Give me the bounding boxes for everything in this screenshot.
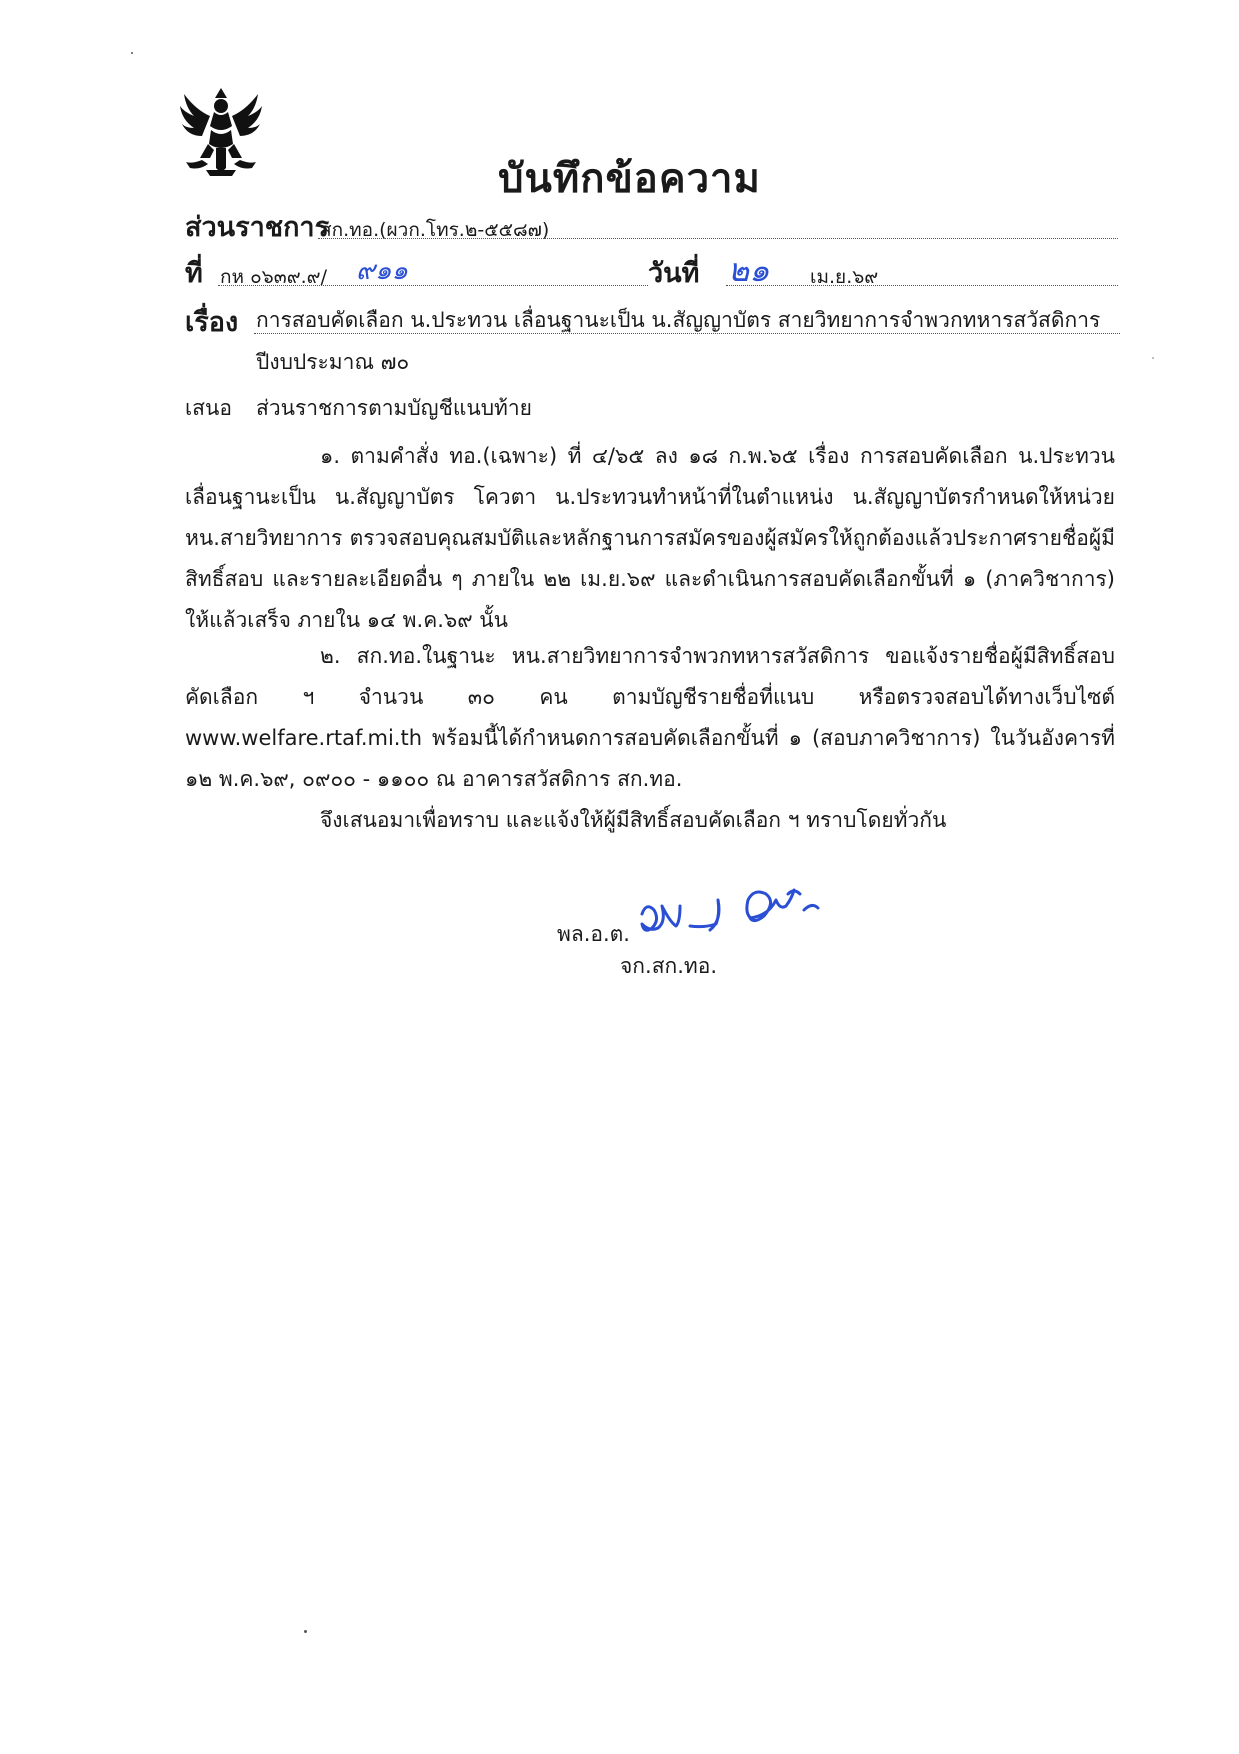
ref-handwritten-number: ๙๑๑ [356, 256, 409, 286]
body-paragraph-2 [185, 636, 1115, 800]
scan-speck [1152, 357, 1154, 359]
signer-position: จก.สก.ทอ. [620, 954, 718, 978]
ref-value: กห ๐๖๓๙.๙/ [220, 266, 327, 288]
subject-line-1: การสอบคัดเลือก น.ประทวน เลื่อนฐานะเป็น น.สัญญาบัตร สายวิทยาการจำพวกทหารสวัสดิการ [256, 308, 1101, 332]
closing-sentence: จึงเสนอมาเพื่อทราบ และแจ้งให้ผู้มีสิทธิ์สอบคัดเลือก ฯ ทราบโดยทั่วกัน [320, 808, 947, 832]
paragraph-2-text: ๒. สก.ทอ.ในฐานะ หน.สายวิทยาการจำพวกทหารสวัสดิการ ขอแจ้งรายชื่อผู้มีสิทธิ์สอบ คัดเลือก ฯ จำนวน ๓๐ คน ตามบัญชีรายชื่อที่แนบ หรือตรวจสอบได้ทางเว็บไซต์ www.welfare.rtaf.mi.th พร้อมนี้ได้กำหนดการสอบคัดเลือกขั้นที่ ๑ (สอบภาควิชาการ) ในวันอังคารที่ ๑๒ พ.ค.๖๙, ๐๙๐๐ - ๑๑๐๐ ณ อาคารสวัสดิการ สก.ทอ. [185, 644, 1115, 791]
agency-label: ส่วนราชการ [185, 212, 330, 243]
memo-title: บันทึกข้อความ [498, 156, 761, 202]
ref-dotted-line [218, 285, 648, 286]
date-label: วันที่ [648, 258, 700, 289]
scan-speck [131, 52, 133, 54]
body-paragraph-1 [185, 436, 1115, 641]
ref-label: ที่ [185, 258, 203, 289]
subject-label: เรื่อง [185, 307, 239, 338]
to-value: ส่วนราชการตามบัญชีแนบท้าย [256, 396, 532, 420]
to-label: เสนอ [185, 396, 232, 420]
date-handwritten-day: ๒๑ [728, 251, 770, 289]
scan-speck [304, 1630, 307, 1633]
handwritten-signature [636, 886, 836, 948]
signer-rank: พล.อ.ต. [557, 922, 630, 946]
subject-line-2: ปีงบประมาณ ๗๐ [256, 350, 410, 374]
agency-value: สก.ทอ.(ผวก.โทร.๒-๕๕๘๗) [320, 219, 550, 241]
date-dotted-line [726, 285, 1118, 286]
date-month-year: เม.ย.๖๙ [810, 266, 879, 288]
paragraph-1-text: ๑. ตามคำสั่ง ทอ.(เฉพาะ) ที่ ๔/๖๕ ลง ๑๘ ก.พ.๖๕ เรื่อง การสอบคัดเลือก น.ประทวน เลื่อนฐานะเป็น น.สัญญาบัตร โควตา น.ประทวนทำหน้าที่ในตำแหน่ง น.สัญญาบัตรกำหนดให้หน่วย หน.สายวิทยาการ ตรวจสอบคุณสมบัติและหลักฐานการสมัครของผู้สมัครให้ถูกต้องแล้วประกาศรายชื่อผู้มีสิทธิ์สอบ และรายละเอียดอื่น ๆ ภายใน ๒๒ เม.ย.๖๙ และดำเนินการสอบคัดเลือกขั้นที่ ๑ (ภาควิชาการ) ให้แล้วเสร็จ ภายใน ๑๔ พ.ค.๖๙ นั้น [185, 444, 1115, 632]
agency-dotted-line [318, 238, 1118, 239]
subject-dotted-line [254, 333, 1120, 334]
